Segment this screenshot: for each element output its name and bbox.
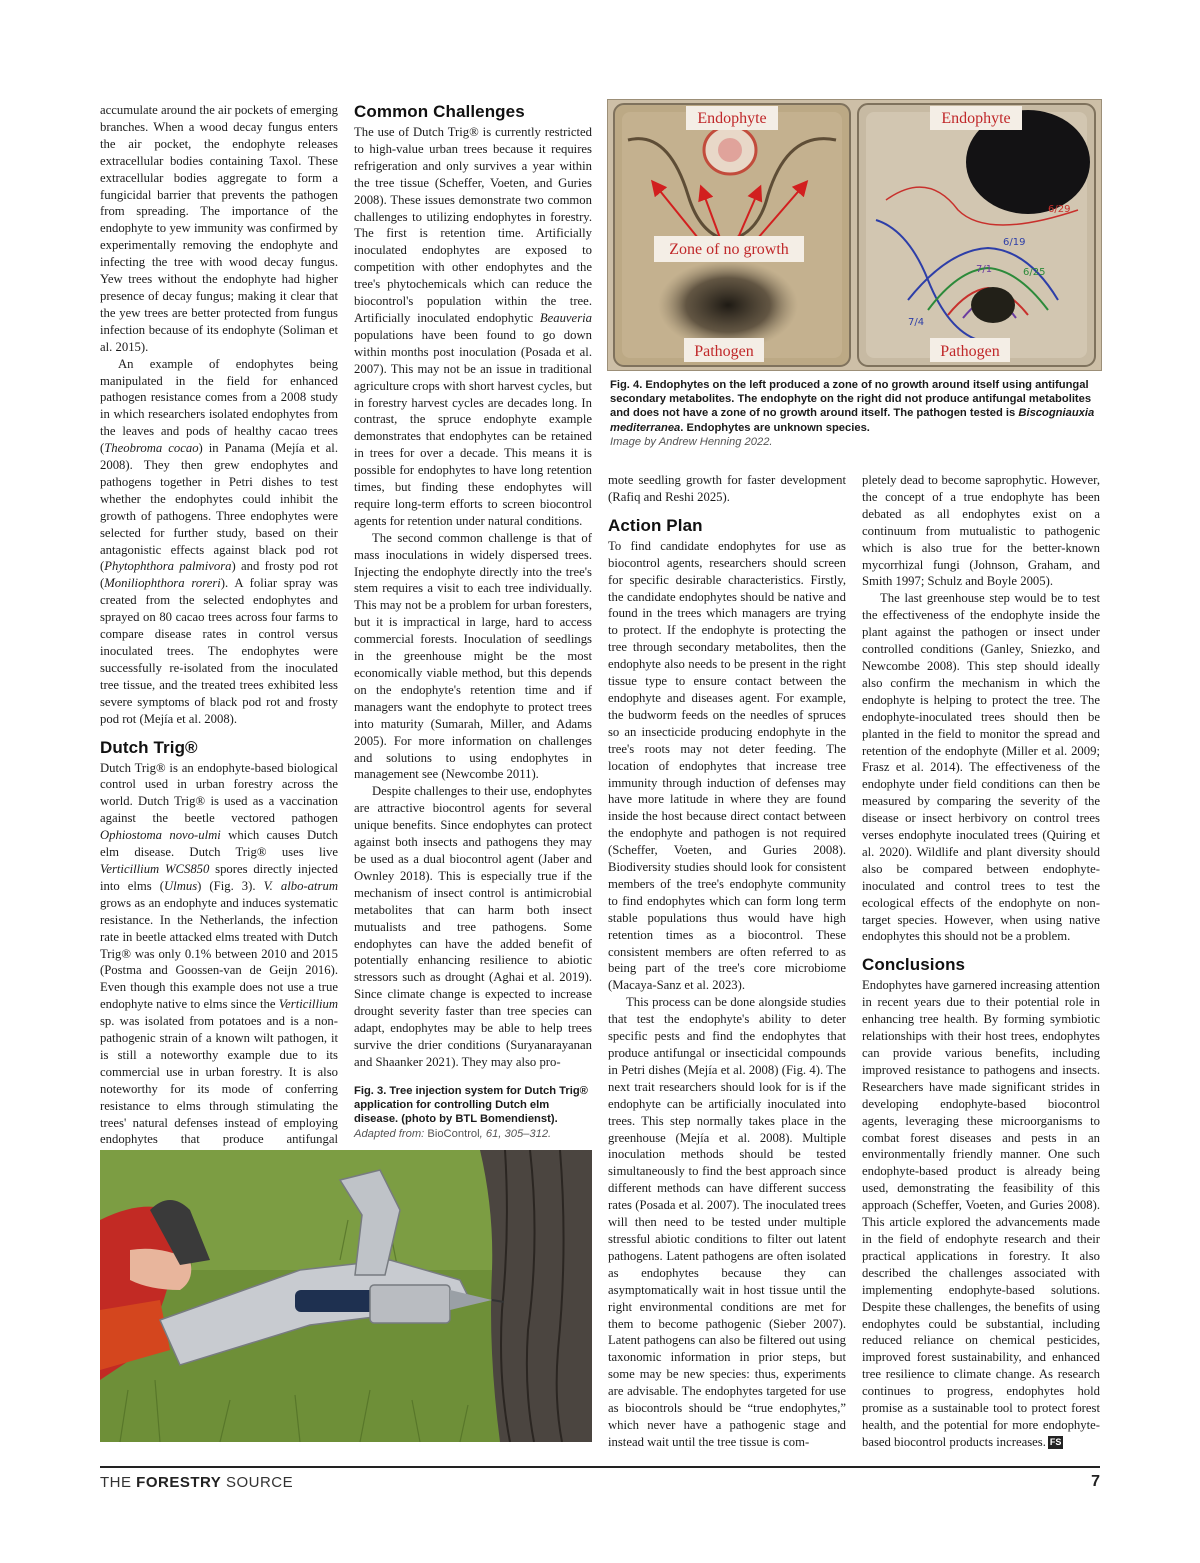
section-heading-common-challenges: Common Challenges [354,102,525,121]
paragraph: accumulate around the air pockets of emerging branches. When a wood decay fungus enters the air pocket, the endophyte releases extracellular bodies containing Taxol. These extracellular bodies aggregate to form a fungicidal barrier that prevents the pathogen from spreading. The importance of the endophyte to yew immunity was confirmed by experimentally removing the endophyte and infecting the tree with wood decay fungus. Yew trees without the endophyte had higher presence of decay fungus; making it clear that the yew trees are better protected from fungus infection because of its endophyte (Soliman et al. 2015). [100,103,338,354]
column-2 [354,102,592,1071]
paragraph: pletely dead to become saprophytic. However, the concept of a true endophyte has been debated as all endophytes exist on a continuum from mutualistic to pathogenic which is also true for the better-known mycorrhizal fungi (Johnson, Graham, and Smith 1997; Schulz and Boyle 2005). [862,473,1100,589]
paragraph: An example of endophytes being manipulated in the field for enhanced pathogen resistance comes from a 2008 study in which researchers isolated endophytes from the leaves and pods of healthy cacao trees (Theobroma cocao) in Panama (Mejía et al. 2008). They then grew endophytes and pathogens together in Petri dishes to test whether the endophytes could inhibit the growth of pathogens. Three endophytes were selected for further study, based on their antagonistic effects against black pod rot (Phytophthora palmivora) and frosty pod rot (Moniliophthora roreri). A foliar spray was created from the selected endophytes and sprayed on 80 cacao trees across four farms to compare disease rates in control versus inoculated trees. The endophytes were successfully re-isolated from the inoculated tree tissue, and the treated trees exhibited less severe symptoms of black pod rot and frosty pod rot (Mejía et al. 2008). [100,356,338,726]
paragraph: mote seedling growth for faster development (Rafiq and Reshi 2025). [608,473,846,504]
figure-3-tree-injection-photo [100,1150,592,1442]
paragraph: The last greenhouse step would be to test the effectiveness of the endophyte inside the plant against the pathogen or insect under controlled conditions (Ganley, Sniezko, and Newcombe 2008). This step should ideally also confirm the mechanism in which the endophyte is helping to protect the tree. The endophyte-inoculated trees should then be planted in the field to monitor the spread and retention of the endophyte (Miller et al. 2009; Frasz et al. 2014). The effectiveness of the endophyte under field conditions can then be measured by comparing the severity of the disease or insect herbivory on control trees verses endophyte inoculated trees (Quiring et al. 2020). Wildlife and plant diversity should also be compared between endophyte-inoculated and control trees to test the ecological effects of the endophyte on non-target species. However, when using native endophytes this should not be a problem. [862,591,1100,944]
paragraph: The second common challenge is that of mass inoculations in widely dispersed trees. Injecting the endophyte directly into the tree's stem requires a visit to each tree individually. This may not be a problem for urban foresters, but it is impractical in large, hard to access commercial forests. Inoculation of seedlings in the greenhouse might be the most economically viable method, but this depends on the endophyte's retention time and if managers want the endophyte to protect trees into maturity (Sumarah, Miller, and Adams 2005). For more information on challenges and solutions to using endophytes in management see (Newcombe 2011). [354,530,592,782]
column-3 [608,472,846,1451]
paragraph: To find candidate endophytes for use as biocontrol agents, researchers should screen for specific desirable characteristics. Firstly, the candidate endophytes should be native and found in the trees which managers are trying to protect. If the endophyte is protecting the tree through secondary metabolites, then the endophyte also needs to be present in the right tissue type to ensure contact between the endophyte and diseases agent. For example, the budworm feeds on the needles of spruces so an insecticide producing endophyte in the tree's roots may not deter feeding. The location of endophytes that increase tree immunity through induction of defenses may have more latitude in where they are found inside the host because direct contact between the endophyte and pathogen is not required (Scheffer, Voeten, and Guries 2008). Biodiversity studies should look for consistent members of the tree's endophyte community to find endophytes which can form long term stable populations thus would have high retention times as a biocontrol. These consistent members are often referred to as being part of the tree's core microbiome (Macaya-Sanz et al. 2023). [608,538,846,993]
column-1 [100,102,338,1182]
figure-3-credit: Adapted from: BioControl, 61, 305–312. [354,1127,552,1140]
plate-mark: 7/1 [976,264,993,275]
figure-4-credit: Image by Andrew Henning 2022. [610,435,773,448]
paragraph: Dutch Trig® is an endophyte-based biological control used in urban forestry across the world. Dutch Trig® is used as a vaccination against the beetle vectored pathogen Ophiostoma novo-ulmi which causes Dutch elm disease. Dutch Trig® uses live Verticillium WCS850 spores directly injected into elms (Ulmus) (Fig. 3). V. albo-atrum grows as an endophyte and induces systematic resistance. In the Netherlands, the infection rate in beetle attacked elms treated with Dutch Trig® was only 0.1% between 2010 and 2015 (Postma and Goossen-van de Geijn 2016). Even though this example does not use a true endophyte native to elms since the Verticillium sp. was isolated from potatoes and is a non-pathogenic strain of a known wilt pathogen, it is still a noteworthy example due to its commercial use in urban forestry. It is also noteworthy for its mode of conferring resistance to elms through stimulating the trees' natural defenses instead of employing endophytes that produce antifungal [100,760,338,1147]
label-endophyte-right: Endophyte [941,110,1011,127]
paragraph: This process can be done alongside studies that test the endophyte's ability to deter specific pests and find the endophytes that produce antifungal or insecticidal compounds in Petri dishes (Mejía et al. 2008) (Fig. 4). The next trait researchers should look for is if the endophyte can be artificially inoculated into trees. This step normally takes place in the greenhouse (Mejía et al. 2008). Multiple inoculation methods should be tested simultaneously to find the best approach since different methods can have different success rates (Posada et al. 2007). The inoculated trees will then need to be tested under multiple stressful abiotic conditions to filter out latent pathogens. Latent pathogens are often isolated as endophytes because they can asymptomatically wait in host tissue until the right environmental conditions are met for them to become pathogenic (Sieber 2007). Latent pathogens can also be filtered out using taxonomic information in prior steps, but some may be new species: thus, experiments are advisable. The endophytes targeted for use as biocontrols should be “true endophytes,” which never have a pathogenic stage and instead wait until the tree tissue is com- [608,995,846,1449]
plate-mark: 7/4 [908,317,925,328]
plate-mark: 6/25 [1023,267,1046,278]
footer-brand: THE FORESTRY SOURCE [100,1474,294,1491]
petri-dish-photo [608,100,1101,370]
footer-rule [100,1466,1100,1468]
paragraph: Despite challenges to their use, endophytes are attractive biocontrol agents for several unique benefits. Since endophytes can protect against both insects and pathogens they may be used as a dual biocontrol agent (Jaber and Ownley 2018). This is especially true if the mechanism of insect control is antimicrobial metabolites that can harm both insect mutualists and tree pathogens. Some endophytes can have the added benefit of potentially enhancing resilience to abiotic stressors such as drought (Aghai et al. 2019). Since climate change is expected to increase drought severity faster than tree species can adapt, endophytes may be able to help trees survive the drier conditions (Suryanarayanan and Shaanker 2021). They may also pro- [354,784,592,1069]
section-heading-conclusions: Conclusions [862,955,966,975]
paragraph: The use of Dutch Trig® is currently restricted to high-value urban trees because it requires refrigeration and only survives a year within the tree tissue (Scheffer, Voeten, and Guries 2008). These issues demonstrate two common challenges to utilizing endophytes in forestry. The first is retention time. Artificially inoculated endophytes are exposed to competition with other endophytes and the tree's phytochemicals which can reduce the biocontrol's population within the tree. Artificially inoculated endophytic Beauveria populations have been found to go down within months post inoculation (Posada et al. 2007). This may not be an issue in traditional agriculture crops with short harvest cycles, but in forestry harvest cycles are decades long. In contrast, the spruce endophyte example demonstrates that endophytes can be retained in trees for over a decade. This means it is possible for endophytes to have long retention times, but finding these endophytes will require long-term efforts to screen biocontrol agents for retention under natural conditions. [354,125,592,528]
column-4 [862,472,1100,1451]
label-pathogen-right: Pathogen [940,343,1000,360]
section-heading-action-plan: Action Plan [608,515,703,535]
tree-injection-photo [100,1150,592,1442]
page-number: 7 [1091,1473,1100,1490]
plate-mark: 6/29 [1048,204,1071,215]
plate-mark: 6/19 [1003,237,1026,248]
fs-end-mark-icon: FS [1049,1436,1062,1447]
figure-4-caption: Fig. 4. Endophytes on the left produced a zone of no growth around itself using antifungal secondary metabolites. The endophyte on the right did not produce antifungal metabolites and does not have a zone of no growth around itself. The pathogen tested is Biscogniauxia mediterranea. Endophytes are unknown species. Image by Andrew Henning 2022. [610,379,1095,448]
label-endophyte-left: Endophyte [697,110,767,127]
section-heading-dutch-trig: Dutch Trig® [100,737,198,757]
label-zone-of-no-growth: Zone of no growth [669,241,789,258]
figure-3-caption: Fig. 3. Tree injection system for Dutch Trig® application for controlling Dutch elm disease. (photo by BTL Bomendienst). Adapted from: BioControl, 61, 305–312. [354,1085,588,1140]
label-pathogen-left: Pathogen [694,343,754,360]
figure-4-petri-dishes [607,99,1102,371]
paragraph: Endophytes have garnered increasing attention in recent years due to their potential role in enhancing tree health. By forming symbiotic relationships with their host trees, endophytes can provide various benefits, including improved resistance to pathogens and insects. Researchers have made significant strides in developing endophyte-based biocontrol agents, leveraging these microorganisms to combat forest diseases and pests in an environmentally friendly manner. One such endophyte-based product is already being used, demonstrating the feasibility of this approach (Scheffer, Voeten, and Guries 2008). This article explored the advancements made in the field of endophyte research and their practical applications in forestry. It also described the challenges associated with implementing endophyte-based solutions. Despite these challenges, the benefits of using endophytes could be substantial, including reduced reliance on chemical pesticides, improved forest sustainability, and enhanced tree resilience to climate change. As research continues to progress, endophytes hold promise as a sustainable tool to protect forest health, and the potential for more endophyte-based biocontrol products increases. FS [862,978,1100,1449]
